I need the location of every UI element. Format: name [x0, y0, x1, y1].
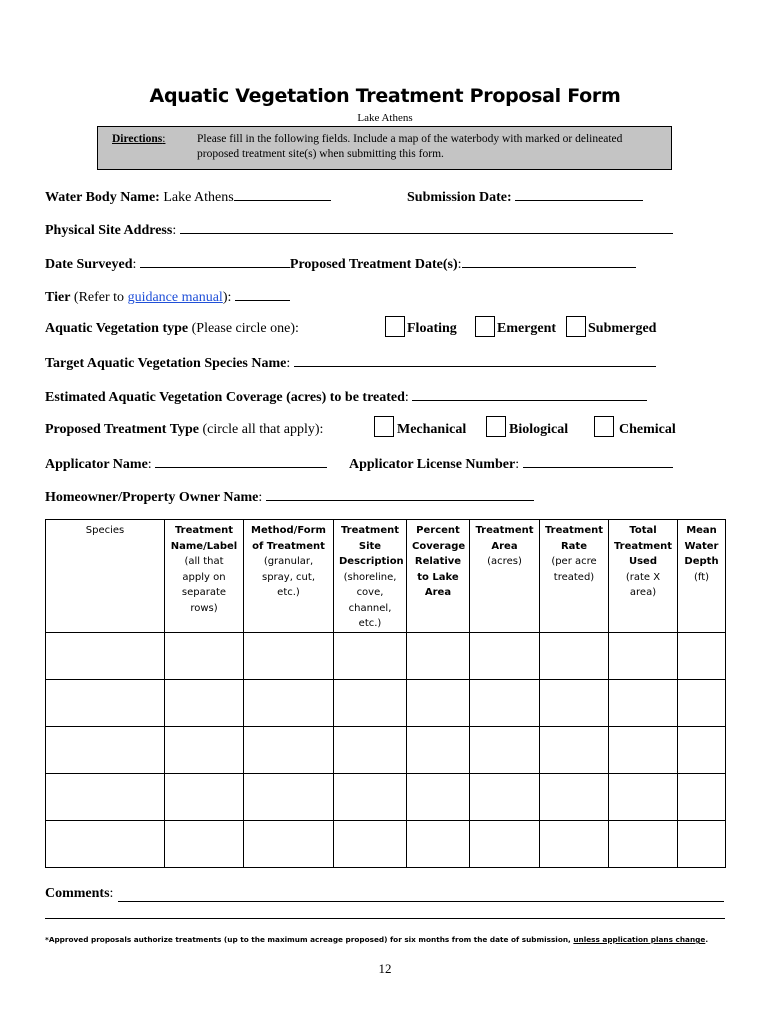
column-header: Percent Coverage Relative to Lake Area	[407, 520, 470, 633]
floating-label: Floating	[407, 321, 457, 336]
table-cell[interactable]	[678, 773, 726, 820]
table-cell[interactable]	[540, 773, 609, 820]
comments-line-2[interactable]	[45, 918, 725, 919]
table-cell[interactable]	[165, 632, 244, 679]
table-cell[interactable]	[165, 726, 244, 773]
directions-text: Please fill in the following fields. Include a map of the waterbody with marked or delineated proposed treatment site(s) when submitting this form.	[197, 133, 623, 160]
table-cell[interactable]	[470, 679, 540, 726]
homeowner-label: Homeowner/Property Owner Name	[45, 490, 259, 505]
tier-label: Tier	[45, 290, 71, 305]
table-cell[interactable]	[165, 679, 244, 726]
table-cell[interactable]	[470, 773, 540, 820]
table-cell[interactable]	[470, 726, 540, 773]
page-number: 12	[378, 961, 392, 976]
table-cell[interactable]	[540, 726, 609, 773]
table-cell[interactable]	[334, 726, 407, 773]
physical-site-field: Physical Site Address:	[45, 221, 673, 239]
table-cell[interactable]	[165, 773, 244, 820]
treatment-type-field	[45, 422, 323, 438]
guidance-manual-link[interactable]: guidance manual	[127, 290, 223, 305]
coverage-line[interactable]	[412, 388, 647, 401]
water-body-label: Water Body Name:	[45, 190, 160, 205]
column-header: Treatment Site Description (shoreline, cove, channel, etc.)	[334, 520, 407, 633]
table-cell[interactable]	[244, 632, 334, 679]
biological-checkbox[interactable]	[486, 416, 506, 437]
table-row	[46, 726, 726, 773]
physical-site-label: Physical Site Address	[45, 223, 173, 238]
column-header: Treatment Rate (per acre treated)	[540, 520, 609, 633]
applicator-license-field: Applicator License Number:	[349, 455, 673, 473]
table-cell[interactable]	[609, 679, 678, 726]
column-header: Mean Water Depth (ft)	[678, 520, 726, 633]
date-surveyed-line[interactable]	[140, 255, 290, 268]
table-cell[interactable]	[46, 820, 165, 867]
tier-field: Tier (Refer to guidance manual):	[45, 288, 290, 306]
comments-line-1[interactable]	[118, 901, 724, 902]
table-cell[interactable]	[334, 820, 407, 867]
column-header: Treatment Area (acres)	[470, 520, 540, 633]
table-cell[interactable]	[678, 632, 726, 679]
table-cell[interactable]	[165, 820, 244, 867]
veg-type-hint: (Please circle one):	[188, 321, 299, 336]
table-cell[interactable]	[678, 679, 726, 726]
submerged-checkbox[interactable]	[566, 316, 586, 337]
target-species-line[interactable]	[294, 354, 656, 367]
table-cell[interactable]	[46, 773, 165, 820]
table-row	[46, 679, 726, 726]
applicator-name-field: Applicator Name:	[45, 455, 327, 473]
directions-label: Directions:	[112, 133, 166, 145]
table-cell[interactable]	[609, 773, 678, 820]
date-surveyed-label: Date Surveyed	[45, 257, 133, 272]
water-body-line[interactable]	[234, 188, 331, 201]
chemical-checkbox[interactable]	[594, 416, 614, 437]
table-header-row	[46, 520, 726, 633]
chemical-label: Chemical	[619, 422, 676, 437]
coverage-field: Estimated Aquatic Vegetation Coverage (acres) to be treated:	[45, 388, 647, 406]
veg-type-field	[45, 321, 299, 337]
target-species-field: Target Aquatic Vegetation Species Name:	[45, 354, 656, 372]
table-cell[interactable]	[470, 632, 540, 679]
table-row	[46, 820, 726, 867]
table-cell[interactable]	[407, 820, 470, 867]
table-cell[interactable]	[334, 773, 407, 820]
proposed-dates-line[interactable]	[462, 255, 636, 268]
treatment-table	[45, 519, 726, 868]
table-cell[interactable]	[407, 679, 470, 726]
mechanical-label: Mechanical	[397, 422, 467, 437]
treatment-type-label: Proposed Treatment Type	[45, 422, 199, 437]
table-cell[interactable]	[334, 679, 407, 726]
floating-checkbox[interactable]	[385, 316, 405, 337]
coverage-label: Estimated Aquatic Vegetation Coverage (acres) to be treated	[45, 390, 405, 405]
comments-label: Comments:	[45, 886, 114, 901]
table-cell[interactable]	[46, 632, 165, 679]
column-header: Treatment Name/Label (all that apply on separate rows)	[165, 520, 244, 633]
physical-site-line[interactable]	[180, 221, 673, 234]
column-header: Species	[46, 520, 165, 633]
submission-date-line[interactable]	[515, 188, 643, 201]
table-cell[interactable]	[609, 632, 678, 679]
treatment-type-hint: (circle all that apply):	[199, 422, 324, 437]
table-cell[interactable]	[540, 820, 609, 867]
table-cell[interactable]	[244, 773, 334, 820]
tier-line[interactable]	[235, 288, 290, 301]
column-header: Total Treatment Used (rate X area)	[609, 520, 678, 633]
directions-box	[97, 126, 672, 170]
date-surveyed-field: Date Surveyed: Proposed Treatment Date(s):	[45, 255, 636, 273]
column-header: Method/Form of Treatment (granular, spray, cut, etc.)	[244, 520, 334, 633]
table-cell[interactable]	[407, 632, 470, 679]
homeowner-field: Homeowner/Property Owner Name:	[45, 488, 534, 506]
water-body-value: Lake Athens	[159, 190, 234, 205]
applicator-name-line[interactable]	[155, 455, 327, 468]
table-cell[interactable]	[540, 679, 609, 726]
applicator-license-label: Applicator License Number	[349, 457, 516, 472]
footnote: *Approved proposals authorize treatments (up to the maximum acreage proposed) for six months from the date of submission, unless application plans change.	[45, 935, 709, 944]
target-species-label: Target Aquatic Vegetation Species Name	[45, 356, 287, 371]
emergent-label: Emergent	[497, 321, 557, 336]
biological-label: Biological	[509, 422, 569, 437]
submission-date-field	[407, 188, 643, 206]
form-subtitle: Lake Athens	[357, 112, 413, 124]
submission-date-label: Submission Date:	[407, 190, 512, 205]
applicator-license-line[interactable]	[523, 455, 673, 468]
table-cell[interactable]	[244, 679, 334, 726]
water-body-field	[45, 188, 331, 206]
table-cell[interactable]	[244, 820, 334, 867]
table-cell[interactable]	[540, 632, 609, 679]
table-cell[interactable]	[244, 726, 334, 773]
table-cell[interactable]	[678, 820, 726, 867]
table-cell[interactable]	[470, 820, 540, 867]
table-cell[interactable]	[678, 726, 726, 773]
table-body	[46, 632, 726, 867]
submerged-label: Submerged	[588, 321, 657, 336]
mechanical-checkbox[interactable]	[374, 416, 394, 437]
table-cell[interactable]	[46, 679, 165, 726]
table-cell[interactable]	[609, 726, 678, 773]
homeowner-line[interactable]	[266, 488, 534, 501]
veg-type-label: Aquatic Vegetation type	[45, 321, 189, 336]
applicator-name-label: Applicator Name	[45, 457, 148, 472]
table-cell[interactable]	[407, 773, 470, 820]
table-cell[interactable]	[334, 632, 407, 679]
proposed-dates-label: Proposed Treatment Date(s)	[289, 257, 458, 272]
table-cell[interactable]	[46, 726, 165, 773]
table-row	[46, 632, 726, 679]
table-row	[46, 773, 726, 820]
table-cell[interactable]	[407, 726, 470, 773]
table-cell[interactable]	[609, 820, 678, 867]
form-title: Aquatic Vegetation Treatment Proposal Form	[149, 85, 621, 107]
emergent-checkbox[interactable]	[475, 316, 495, 337]
